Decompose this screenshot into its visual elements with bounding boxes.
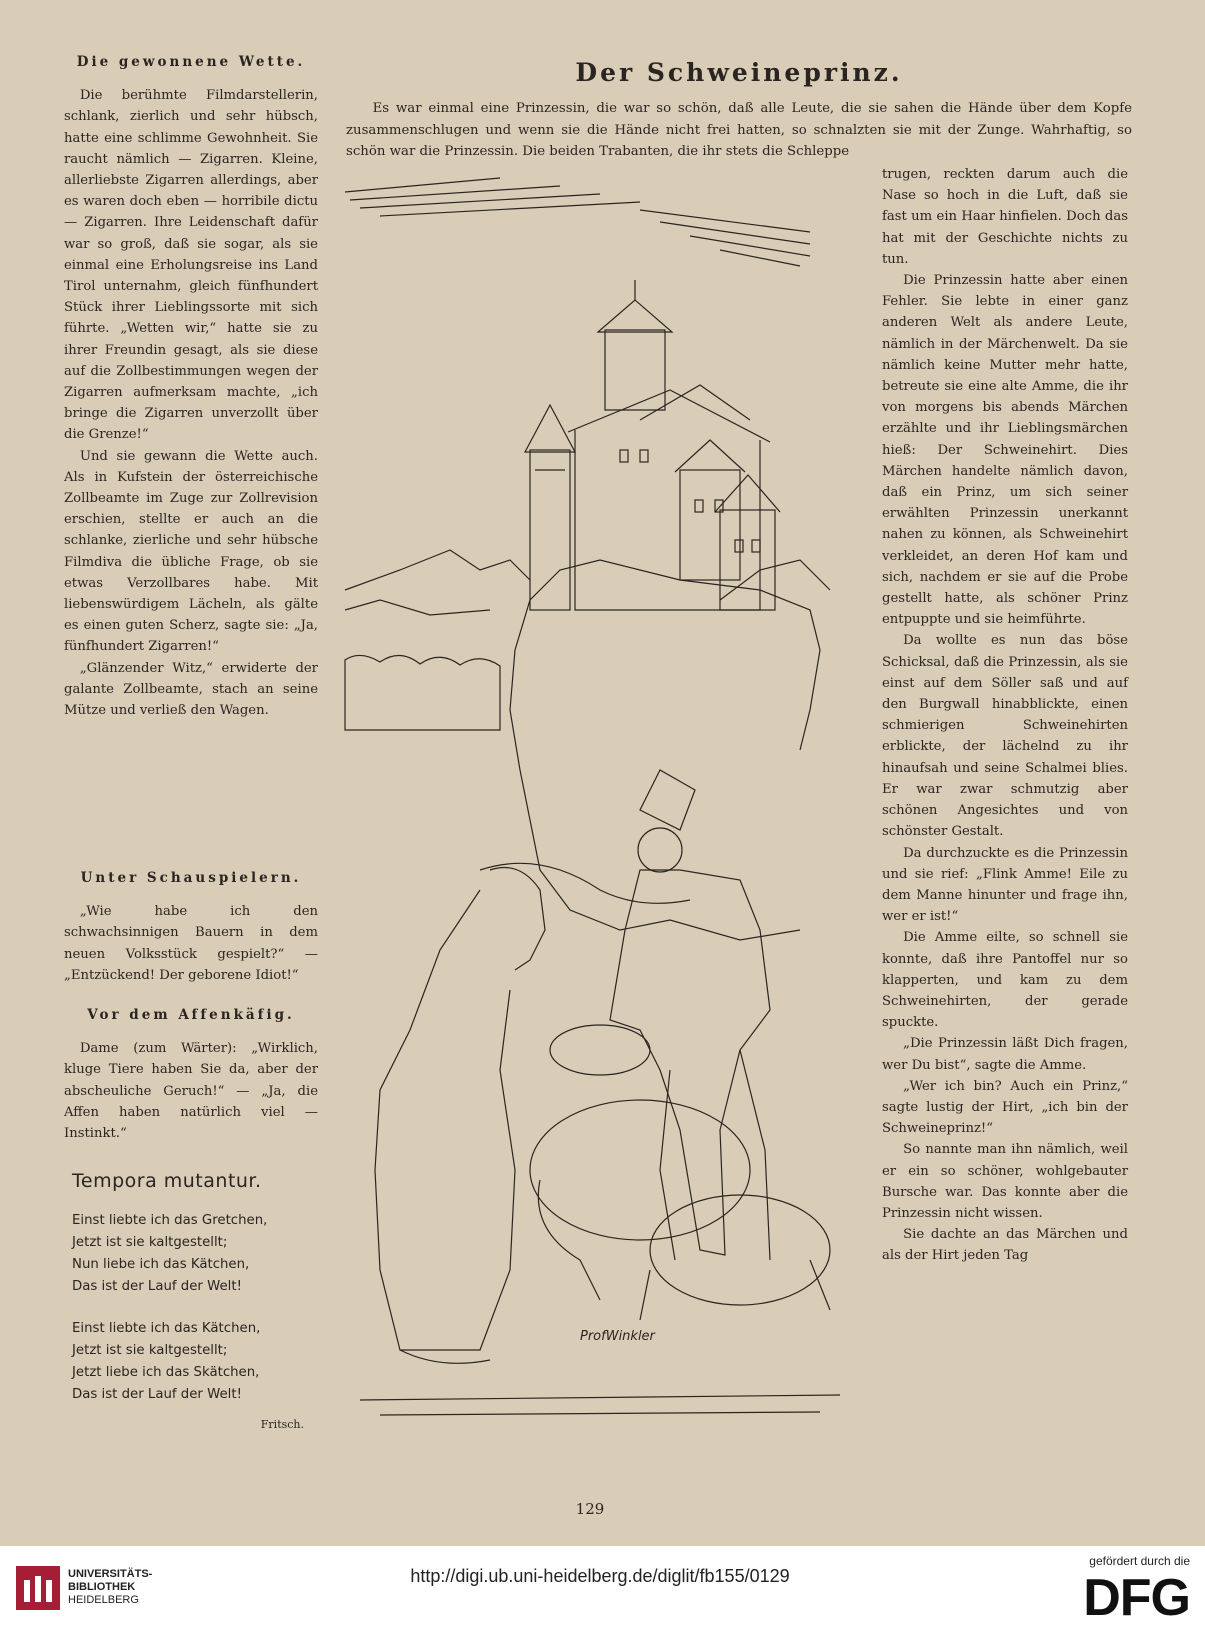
right-column-text [882, 164, 1128, 1267]
story-paragraph: „Wie habe ich den schwachsinnigen Bauern in dem neuen Volksstück gespielt?“ — „Entzückend! Der geborene Idiot!“ [64, 904, 318, 983]
poem-line: Das ist der Lauf der Welt! [72, 1387, 242, 1402]
story-paragraph: Die berühmte Filmdarstellerin, schlank, zierlich und sehr hübsch, hatte eine schlimme Gewohnheit. Sie raucht nämlich — Zigarren. Kleine, allerliebste Zigarren allerdings, aber es waren doch eben — horribile dictu — Zigarren. Ihre Leidenschaft dafür war so groß, daß sie sogar, als sie einmal eine Erholungsreise ins Land Tirol unternahm, gleich fünfhundert Stück ihrer Lieblingssorte mit sich führte. „Wetten wir,“ hatte sie zu ihrer Freundin gesagt, als sie diese auf die Zollbestimmungen wegen der Zigarren aufmerksam machte, „ich bringe die Zigarren unverzollt über die Grenze!“ [64, 88, 318, 443]
story-paragraph: Sie dachte an das Märchen und als der Hirt jeden Tag [882, 1227, 1128, 1264]
library-name-line: BIBLIOTHEK [68, 1581, 136, 1593]
poem-line: Einst liebte ich das Gretchen, [72, 1213, 268, 1228]
story-heading: Die gewonnene Wette. [76, 54, 306, 70]
digitization-footer [0, 1546, 1205, 1634]
story-paragraph: Die Prinzessin hatte aber einen Fehler. Sie lebte in einer ganz anderen Welt als andere Leute, nämlich in der Märchenwelt. Da sie nämlich keine Mutter mehr hatte, betreute sie eine alte Amme, die ihr von morgens bis abends Märchen erzählte und ihr Lieblingsmärchen hieß: Der Schweinehirt. Dies Märchen handelte nämlich davon, daß ein Prinz, um sich seiner erwählten Prinzessin unerkannt nahen zu können, als Schweinehirt verkleidet, an deren Hof kam und sich, nachdem er sie auf die Probe gestellt hatte, als schöner Prinz entpuppte und sie heimführte. [882, 273, 1128, 628]
dfg-logo: DFG [1083, 1569, 1190, 1627]
story-paragraph: Die Amme eilte, so schnell sie konnte, daß ihre Pantoffel nur so klapperten, und kam zu dem Schweinehirten, der gerade spuckte. [882, 930, 1128, 1031]
left-column-story-2 [64, 868, 318, 986]
university-library-logo-icon [16, 1566, 60, 1610]
page-title: Der Schweineprinz. [575, 58, 903, 87]
poem-author: Fritsch. [260, 1418, 304, 1431]
funded-by-label: gefördert durch die [1089, 1554, 1190, 1568]
poem-title: Tempora mutantur. [72, 1170, 262, 1192]
poem-line: Das ist der Lauf der Welt! [72, 1279, 242, 1294]
story-paragraph: Da durchzuckte es die Prinzessin und sie rief: „Flink Amme! Eile zu dem Manne hinunter und frage ihn, wer er ist!“ [882, 845, 1128, 925]
story-paragraph: „Die Prinzessin läßt Dich fragen, wer Du bist“, sagte die Amme. [882, 1036, 1128, 1073]
story-paragraph: trugen, reckten darum auch die Nase so hoch in die Luft, daß sie fast um ein Haar hinfielen. Doch das hat mit der Geschichte nichts zu tun. [882, 167, 1128, 267]
poem-line: Einst liebte ich das Kätchen, [72, 1321, 261, 1336]
story-paragraph: Und sie gewann die Wette auch. Als in Kufstein der österreichische Zollbeamte im Zuge zur Zollrevision erschien, stellte er auch an die schlanke, zierliche und sehr hübsche Filmdiva die übliche Frage, ob sie etwas Verzollbares habe. Mit liebenswürdigem Lächeln, als gälte es einen guten Scherz, sagte sie: „Ja, fünfhundert Zigarren!“ [64, 448, 318, 655]
story-paragraph: So nannte man ihn nämlich, weil er ein so schöner, wohlgebauter Bursche war. Das konnte aber die Prinzessin nicht wissen. [882, 1142, 1128, 1221]
castle-swineherd-illustration [340, 170, 870, 1445]
poem-line: Jetzt ist sie kaltgestellt; [72, 1343, 228, 1358]
page-number: 129 [575, 1500, 605, 1518]
story-heading: Unter Schauspielern. [80, 870, 302, 886]
story-paragraph: Da wollte es nun das böse Schicksal, daß die Prinzessin, als sie einst auf dem Söller saß und auf den Burgwall hinabblickte, einen schmierigen Schweinehirten erblickte, der lächelnd zu ihr hinaufsah und seine Schalmei blies. Er war zwar schmutzig aber schönen Angesichtes und von schönster Gestalt. [882, 633, 1128, 840]
poem-stanza-1 [72, 1210, 322, 1298]
left-column-story-3 [64, 1005, 318, 1144]
library-name [68, 1568, 152, 1607]
story-paragraph: „Wer ich bin? Auch ein Prinz,“ sagte lustig der Hirt, „ich bin der Schweineprinz!“ [882, 1078, 1128, 1137]
left-column-story-1 [64, 52, 318, 721]
source-url-link[interactable]: http://digi.ub.uni-heidelberg.de/diglit/fb155/0129 [410, 1566, 790, 1586]
poem-line: Jetzt ist sie kaltgestellt; [72, 1235, 228, 1250]
story-paragraph: „Glänzender Witz,“ erwiderte der galante Zollbeamte, stach an seine Mütze und verließ den Wagen. [64, 660, 318, 719]
poem-line: Nun liebe ich das Kätchen, [72, 1257, 250, 1272]
story-heading: Vor dem Affenkäfig. [87, 1007, 295, 1023]
poem-line: Jetzt liebe ich das Skätchen, [72, 1365, 260, 1380]
story-paragraph: Dame (zum Wärter): „Wirklich, kluge Tiere haben Sie da, aber der abscheuliche Geruch!“ — „Ja, die Affen haben natürlich viel — Instinkt.“ [64, 1041, 318, 1142]
illustration-signature: ProfWinkler [580, 1329, 655, 1344]
story-intro: Es war einmal eine Prinzessin, die war so schön, daß alle Leute, die sie sahen die Hände über dem Kopfe zusammenschlugen und wenn sie die Hände nicht frei hatten, so schnalzten sie mit der Zunge. Wahrhaftig, so schön war die Prinzessin. Die beiden Trabanten, die ihr stets die Schleppe [346, 101, 1132, 159]
library-name-line: UNIVERSITÄTS- [68, 1568, 153, 1580]
poem-stanza-2 [72, 1318, 322, 1406]
library-name-line: HEIDELBERG [68, 1594, 139, 1606]
